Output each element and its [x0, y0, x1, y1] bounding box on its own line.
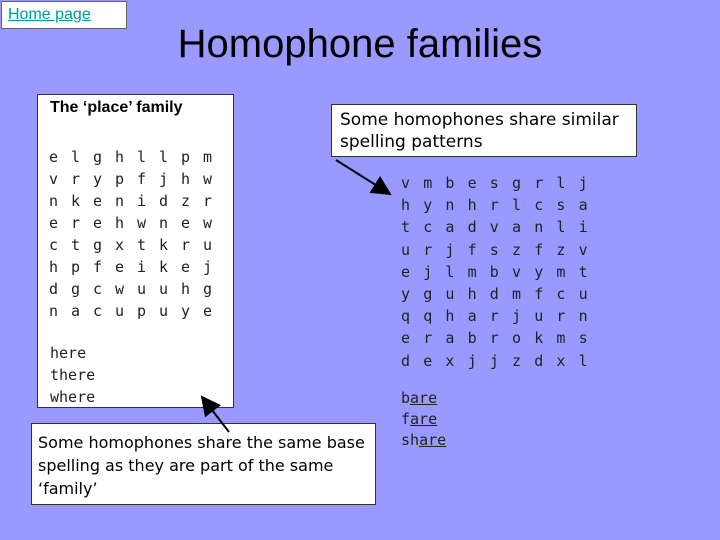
place-grid-cell: r — [71, 170, 81, 188]
search-grid-cell: d — [489, 285, 499, 303]
search-grid-cell: u — [578, 285, 588, 303]
share-word: bare — [401, 389, 438, 407]
search-grid-cell: x — [556, 351, 566, 370]
place-grid-cell: g — [203, 280, 213, 298]
place-grid-cell: a — [71, 302, 81, 320]
search-grid-cell: y — [534, 262, 544, 281]
search-grid-cell: h — [401, 196, 411, 215]
place-grid-cell: h — [181, 170, 191, 188]
search-grid-cell: m — [556, 262, 566, 281]
search-grid-cell: d — [467, 218, 477, 237]
search-grid-cell: t — [401, 218, 411, 237]
search-grid-cell: m — [423, 174, 433, 192]
search-grid-cell: o — [512, 329, 522, 348]
search-grid-cell: v — [489, 218, 499, 237]
search-grid-cell: a — [578, 196, 588, 215]
search-grid-cell: b — [445, 174, 455, 192]
place-grid-cell: p — [181, 148, 191, 166]
search-grid-cell: n — [578, 307, 588, 326]
search-grid-cell: r — [534, 174, 544, 192]
place-grid-cell: w — [203, 170, 213, 188]
search-grid-cell: e — [423, 351, 433, 370]
place-grid-cell: l — [159, 148, 169, 166]
search-grid-cell: a — [445, 218, 455, 237]
place-grid-cell: g — [93, 148, 103, 166]
place-grid-cell: r — [181, 236, 191, 254]
place-grid-cell: w — [115, 280, 125, 298]
place-grid-cell: j — [159, 170, 169, 188]
place-grid-cell: l — [137, 148, 147, 166]
place-grid-cell: c — [93, 302, 103, 320]
place-grid-cell: n — [115, 192, 125, 210]
search-grid-cell: j — [578, 174, 588, 192]
place-grid-cell: t — [137, 236, 147, 254]
search-grid-cell: r — [489, 329, 499, 348]
search-grid-cell: j — [467, 351, 477, 370]
word-here: here — [50, 344, 87, 362]
place-grid-cell: c — [93, 280, 103, 298]
place-grid-cell: e — [93, 214, 103, 232]
place-grid-cell: e — [49, 214, 59, 232]
search-grid-cell: v — [401, 174, 411, 192]
place-grid-cell: d — [159, 192, 169, 210]
search-grid-cell: r — [423, 329, 433, 348]
search-grid-cell: d — [401, 351, 411, 370]
search-grid-cell: z — [556, 240, 566, 259]
search-grid-cell: r — [489, 196, 499, 215]
place-grid-cell: y — [93, 170, 103, 188]
search-grid-cell: a — [445, 329, 455, 348]
search-grid-cell: h — [467, 285, 477, 303]
place-grid-cell: j — [203, 258, 213, 276]
search-grid-cell: z — [512, 240, 522, 259]
search-grid-cell: s — [489, 174, 499, 192]
search-grid-cell: l — [556, 218, 566, 237]
arrow-to-words — [202, 397, 229, 432]
place-grid-cell: n — [159, 214, 169, 232]
place-grid-cell: i — [137, 192, 147, 210]
place-grid-cell: k — [71, 192, 81, 210]
search-grid-cell: i — [578, 218, 588, 237]
search-grid-cell: m — [512, 285, 522, 303]
search-grid-cell: s — [489, 240, 499, 259]
search-grid-cell: a — [512, 218, 522, 237]
search-grid-cell: h — [445, 307, 455, 326]
search-grid-cell: m — [467, 262, 477, 281]
spelling-pattern-text: Some homophones share similar spelling patterns — [340, 110, 619, 152]
base-spelling-text: Some homophones share the same base spelling as they are part of the same ‘family’ — [38, 433, 365, 498]
search-grid-cell: l — [512, 196, 522, 215]
search-grid-cell: f — [534, 240, 544, 259]
place-grid-cell: e — [49, 148, 59, 166]
search-grid-cell: l — [578, 351, 588, 370]
place-grid-cell: k — [159, 236, 169, 254]
search-grid-cell: d — [534, 351, 544, 370]
search-grid-cell: u — [534, 307, 544, 326]
search-grid-cell: z — [512, 351, 522, 370]
search-grid-cell: c — [534, 196, 544, 215]
search-grid-cell: e — [401, 262, 411, 281]
place-grid-cell: r — [71, 214, 81, 232]
home-page-link[interactable]: Home page — [1, 1, 127, 29]
search-grid-cell: f — [467, 240, 477, 259]
place-grid-cell: u — [115, 302, 125, 320]
place-grid-cell: z — [181, 192, 191, 210]
page-title: Homophone families — [177, 22, 543, 66]
place-grid-cell: h — [115, 148, 125, 166]
place-grid-cell: i — [137, 258, 147, 276]
place-grid-cell: k — [159, 258, 169, 276]
place-grid-cell: g — [93, 236, 103, 254]
search-grid-cell: e — [401, 329, 411, 348]
search-grid-cell: c — [423, 218, 433, 237]
search-grid-cell: s — [556, 196, 566, 215]
search-grid-cell: g — [512, 174, 522, 192]
search-grid-cell: n — [534, 218, 544, 237]
search-grid-cell: k — [534, 329, 544, 348]
place-grid-cell: w — [137, 214, 147, 232]
search-grid-cell: l — [445, 262, 455, 281]
search-grid-cell: n — [445, 196, 455, 215]
place-grid-cell: n — [49, 302, 59, 320]
place-grid-cell: l — [71, 148, 81, 166]
search-grid-cell: x — [445, 351, 455, 370]
place-grid-cell: w — [203, 214, 213, 232]
search-grid-cell: r — [556, 307, 566, 326]
search-grid-cell: u — [445, 285, 455, 303]
share-word: share — [401, 431, 447, 449]
search-grid-cell: j — [512, 307, 522, 326]
place-grid-cell: u — [159, 280, 169, 298]
place-grid-cell: r — [203, 192, 213, 210]
search-grid-cell: h — [467, 196, 477, 215]
place-grid-cell: h — [181, 280, 191, 298]
place-grid-cell: f — [137, 170, 147, 188]
search-grid-cell: b — [467, 329, 477, 348]
place-grid-cell: u — [203, 236, 213, 254]
word-there: there — [50, 366, 96, 384]
search-grid-cell: j — [445, 240, 455, 259]
place-grid-cell: p — [137, 302, 147, 320]
word-where: where — [50, 388, 96, 406]
place-grid-cell: e — [203, 302, 213, 320]
place-grid-cell: p — [71, 258, 81, 276]
search-grid-cell: e — [467, 174, 477, 192]
place-grid-cell: f — [93, 258, 103, 276]
place-grid-cell: x — [115, 236, 125, 254]
place-grid-cell: c — [49, 236, 59, 254]
place-grid-cell: t — [71, 236, 81, 254]
search-grid-cell: j — [489, 351, 499, 370]
search-grid-cell: r — [489, 307, 499, 326]
search-grid-cell: g — [423, 285, 433, 303]
arrow-to-grid — [336, 160, 390, 194]
search-grid-cell: q — [423, 307, 433, 326]
search-grid-cell: v — [578, 240, 588, 259]
place-grid-cell: y — [181, 302, 191, 320]
search-grid-cell: s — [578, 329, 588, 348]
place-grid-cell: e — [115, 258, 125, 276]
place-grid-cell: e — [93, 192, 103, 210]
search-grid-cell: v — [512, 262, 522, 281]
place-grid-cell: p — [115, 170, 125, 188]
search-grid-cell: f — [534, 285, 544, 303]
place-grid-cell: u — [159, 302, 169, 320]
place-grid-cell: h — [49, 258, 59, 276]
search-grid-cell: t — [578, 262, 588, 281]
search-grid-cell: l — [556, 174, 566, 192]
place-family-heading: The ‘place’ family — [50, 99, 183, 116]
place-grid-cell: d — [49, 280, 59, 298]
place-grid-cell: v — [49, 170, 59, 188]
search-grid-cell: m — [556, 329, 566, 348]
search-grid-cell: u — [401, 240, 411, 259]
place-grid-cell: e — [181, 258, 191, 276]
search-grid-cell: j — [423, 262, 433, 281]
place-grid-cell: h — [115, 214, 125, 232]
place-grid-cell: e — [181, 214, 191, 232]
place-grid-cell: m — [203, 148, 213, 166]
search-grid-cell: c — [556, 285, 566, 303]
search-grid-cell: y — [423, 196, 433, 215]
search-grid-cell: y — [401, 285, 411, 303]
search-grid-cell: r — [423, 240, 433, 259]
search-grid-cell: a — [467, 307, 477, 326]
place-grid-cell: u — [137, 280, 147, 298]
search-grid-cell: b — [489, 262, 499, 281]
place-grid-cell: g — [71, 280, 81, 298]
search-grid-cell: q — [401, 307, 411, 326]
share-word: fare — [401, 410, 438, 428]
place-grid-cell: n — [49, 192, 59, 210]
